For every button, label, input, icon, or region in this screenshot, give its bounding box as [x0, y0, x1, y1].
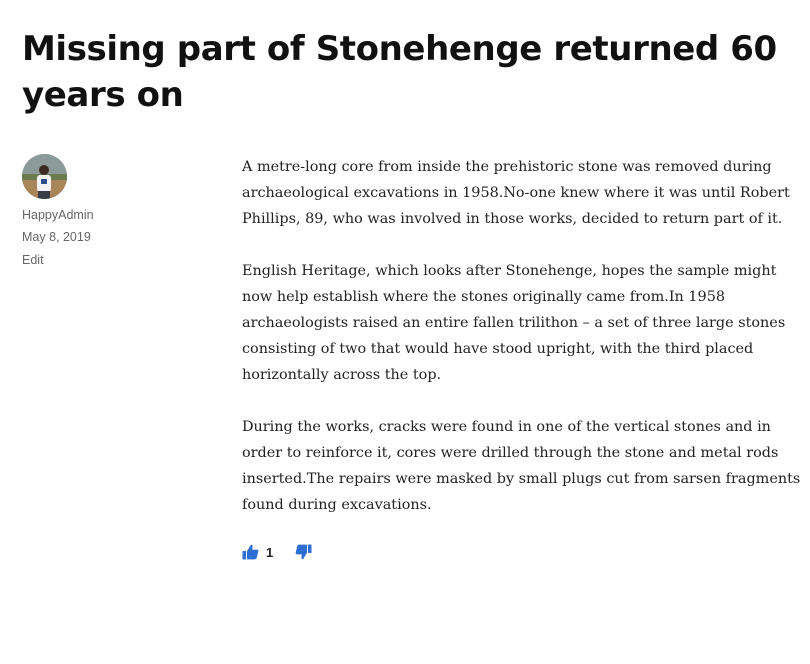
- author-name[interactable]: HappyAdmin: [22, 208, 94, 222]
- vote-bar: [242, 540, 312, 564]
- like-button[interactable]: [242, 544, 273, 560]
- author-avatar[interactable]: [22, 154, 67, 199]
- paragraph: English Heritage, which looks after Stonehenge, hopes the sample might now help establish where the stones originally came from.In 1958 archaeologists raised an entire fallen trilithon – a set of three large stones consisting of two that would have stood upright, with the third placed horizontally across the top.: [242, 263, 786, 383]
- thumbs-down-icon: [295, 544, 312, 560]
- thumbs-up-icon: [242, 544, 259, 560]
- post-title: Missing part of Stonehenge returned 60 years on: [22, 29, 777, 115]
- post-date: May 8, 2019: [22, 230, 91, 244]
- post-meta: [22, 154, 142, 267]
- post-content: [242, 154, 802, 544]
- avatar-image: [22, 154, 67, 199]
- edit-link[interactable]: Edit: [22, 253, 44, 267]
- paragraph: During the works, cracks were found in one of the vertical stones and in order to reinforce it, cores were drilled through the stone and metal rods inserted.The repairs were masked by small plugs cut from sarsen fragments found during excavations.: [242, 419, 801, 513]
- like-count: 1: [266, 544, 274, 560]
- paragraph: A metre-long core from inside the prehistoric stone was removed during archaeological excavations in 1958.No-one knew where it was until Robert Phillips, 89, who was involved in those works, decided to return part of it.: [242, 159, 790, 227]
- dislike-button[interactable]: [295, 544, 312, 560]
